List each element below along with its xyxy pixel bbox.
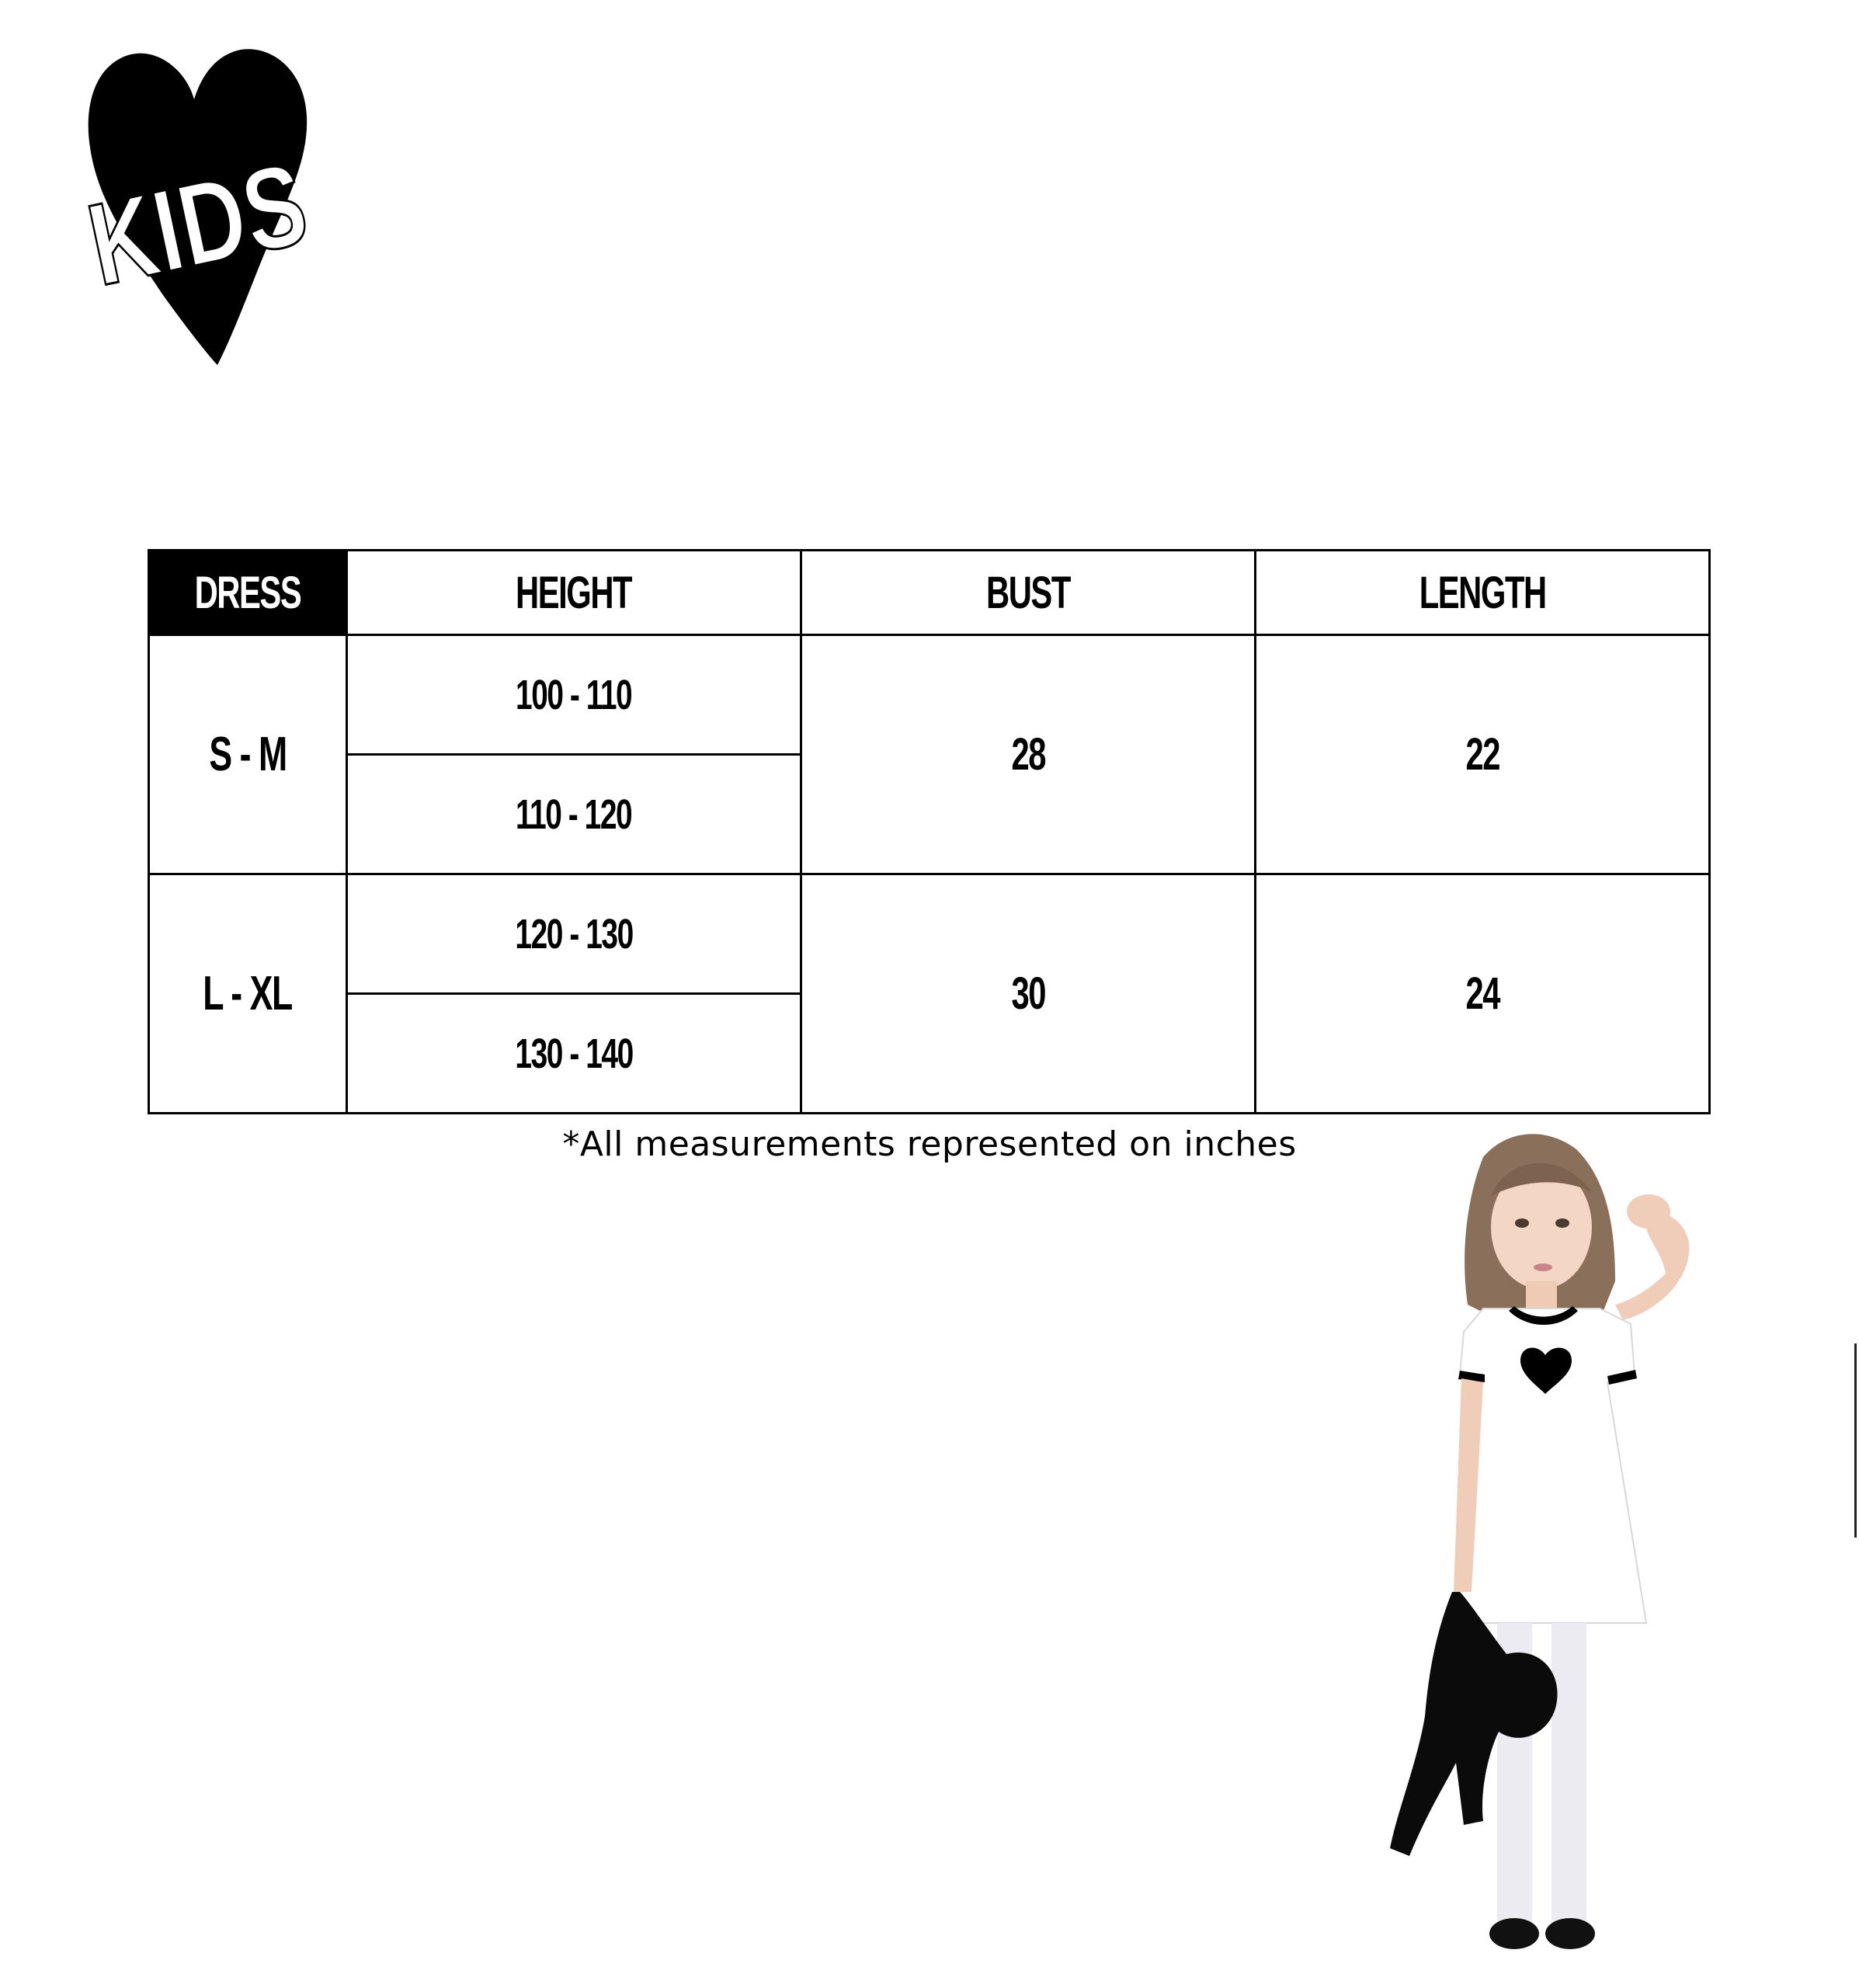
height-cell: 120 - 130 — [347, 874, 801, 994]
svg-text:KIDS: KIDS — [78, 137, 318, 311]
size-chart-table — [148, 549, 1711, 1114]
header-bust: BUST — [801, 551, 1256, 635]
header-height: HEIGHT — [347, 551, 801, 635]
header-length: LENGTH — [1256, 551, 1710, 635]
kids-heart-logo — [78, 39, 318, 373]
length-cell: 22 — [1256, 635, 1710, 874]
edge-divider — [1854, 1343, 1857, 1538]
measurement-note: *All measurements represented on inches — [562, 1124, 1297, 1164]
table-header-row — [149, 551, 1710, 635]
table-row — [149, 874, 1710, 994]
bust-cell: 30 — [801, 874, 1256, 1114]
size-cell: L - XL — [149, 874, 347, 1114]
length-cell: 24 — [1256, 874, 1710, 1114]
model-photo — [1382, 1126, 1770, 1980]
height-cell: 130 - 140 — [347, 994, 801, 1114]
size-cell: S - M — [149, 635, 347, 874]
height-cell: 110 - 120 — [347, 755, 801, 874]
bust-cell: 28 — [801, 635, 1256, 874]
header-dress: DRESS — [149, 551, 347, 635]
table-row — [149, 635, 1710, 755]
height-cell: 100 - 110 — [347, 635, 801, 755]
